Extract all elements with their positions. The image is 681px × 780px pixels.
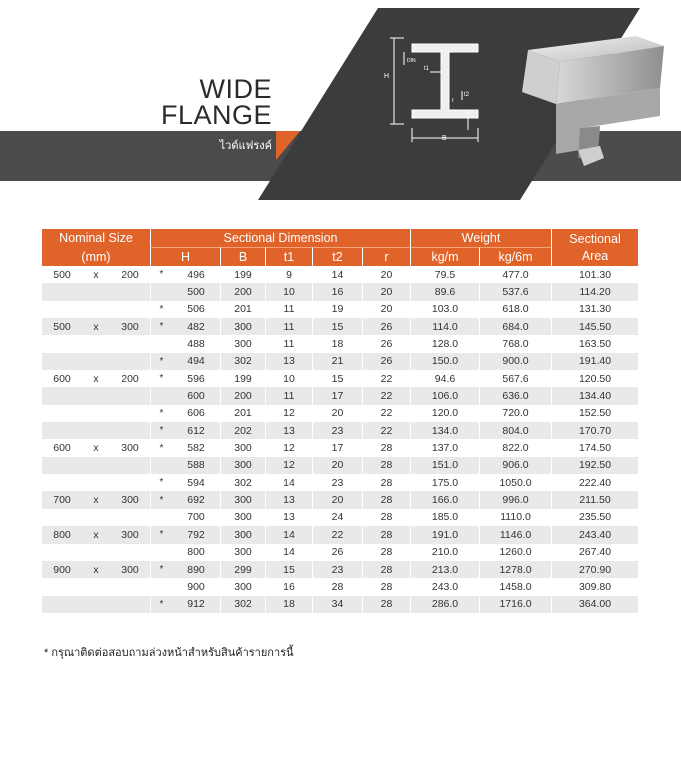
r-cell: 28 (362, 544, 410, 561)
nominal-x-cell: x (82, 491, 110, 508)
nominal-x-cell (82, 474, 110, 491)
asterisk-cell (150, 387, 172, 404)
asterisk-cell (150, 544, 172, 561)
t1-cell: 13 (265, 491, 312, 508)
product-title (140, 76, 272, 128)
kg-per-m-cell: 243.0 (410, 578, 479, 595)
t1-cell: 11 (265, 335, 312, 352)
nominal-second-cell: 300 (110, 491, 150, 508)
t2-cell: 18 (312, 335, 362, 352)
header-b: B (220, 247, 265, 266)
nominal-x-cell (82, 335, 110, 352)
r-cell: 28 (362, 509, 410, 526)
header-kg-per-m: kg/m (410, 247, 479, 266)
t1-cell: 11 (265, 318, 312, 335)
table-row (42, 318, 638, 335)
sectional-area-cell: 191.40 (551, 353, 638, 370)
kg-per-6m-cell: 618.0 (479, 301, 551, 318)
asterisk-cell: * (150, 353, 172, 370)
kg-per-6m-cell: 768.0 (479, 335, 551, 352)
nominal-second-cell (110, 283, 150, 300)
asterisk-cell: * (150, 405, 172, 422)
asterisk-cell (150, 335, 172, 352)
dim-label-r: r (452, 98, 454, 104)
nominal-second-cell: 300 (110, 526, 150, 543)
nominal-first-cell: 800 (42, 526, 82, 543)
nominal-second-cell (110, 422, 150, 439)
sectional-area-cell: 170.70 (551, 422, 638, 439)
nominal-first-cell (42, 283, 82, 300)
t2-cell: 22 (312, 526, 362, 543)
b-cell: 202 (220, 422, 265, 439)
t2-cell: 16 (312, 283, 362, 300)
spec-table-body (42, 266, 638, 613)
nominal-second-cell (110, 335, 150, 352)
nominal-first-cell (42, 578, 82, 595)
kg-per-6m-cell: 1110.0 (479, 509, 551, 526)
kg-per-6m-cell: 636.0 (479, 387, 551, 404)
kg-per-m-cell: 185.0 (410, 509, 479, 526)
nominal-second-cell (110, 544, 150, 561)
t1-cell: 9 (265, 266, 312, 283)
nominal-first-cell (42, 405, 82, 422)
r-cell: 20 (362, 283, 410, 300)
header-sectional-area-line1: Sectional (569, 231, 621, 246)
sectional-area-cell: 270.90 (551, 561, 638, 578)
kg-per-m-cell: 286.0 (410, 596, 479, 613)
t2-cell: 15 (312, 318, 362, 335)
kg-per-m-cell: 120.0 (410, 405, 479, 422)
h-cell: 482 (172, 318, 220, 335)
h-cell: 890 (172, 561, 220, 578)
asterisk-cell: * (150, 301, 172, 318)
b-cell: 200 (220, 283, 265, 300)
asterisk-cell: * (150, 474, 172, 491)
header-row-top (42, 229, 638, 247)
spec-table-container (42, 229, 638, 613)
sectional-area-cell: 174.50 (551, 439, 638, 456)
t2-cell: 21 (312, 353, 362, 370)
sectional-area-cell: 235.50 (551, 509, 638, 526)
kg-per-m-cell: 151.0 (410, 457, 479, 474)
asterisk-cell (150, 509, 172, 526)
t2-cell: 26 (312, 544, 362, 561)
nominal-second-cell (110, 301, 150, 318)
kg-per-6m-cell: 1146.0 (479, 526, 551, 543)
table-row (42, 370, 638, 387)
t1-cell: 13 (265, 509, 312, 526)
header-h: H (150, 247, 220, 266)
asterisk-cell: * (150, 266, 172, 283)
t1-cell: 12 (265, 439, 312, 456)
dim-label-b: B (442, 135, 447, 142)
nominal-x-cell: x (93, 442, 99, 455)
t1-cell: 14 (265, 544, 312, 561)
kg-per-m-cell: 94.6 (410, 370, 479, 387)
b-cell: 200 (220, 387, 265, 404)
t2-cell: 20 (312, 457, 362, 474)
nominal-first-cell: 500 (53, 268, 71, 281)
nominal-first-cell: 500 (42, 318, 82, 335)
h-cell: 500 (172, 283, 220, 300)
h-cell: 588 (172, 457, 220, 474)
sectional-area-cell: 101.30 (551, 266, 638, 283)
sectional-area-cell: 152.50 (551, 405, 638, 422)
asterisk-cell: * (150, 422, 172, 439)
table-row (42, 301, 638, 318)
t1-cell: 14 (265, 474, 312, 491)
b-cell: 300 (220, 544, 265, 561)
kg-per-m-cell: 114.0 (410, 318, 479, 335)
header-t1: t1 (265, 247, 312, 266)
nominal-first-cell (42, 353, 82, 370)
nominal-second-cell (110, 596, 150, 613)
header-row-sub (42, 247, 638, 266)
nominal-first-cell (42, 457, 82, 474)
product-subtitle: ไวด์แฟรงค์ (219, 140, 272, 152)
t2-cell: 17 (312, 439, 362, 456)
b-cell: 300 (220, 457, 265, 474)
t2-cell: 14 (312, 266, 362, 283)
table-row (42, 353, 638, 370)
header-sectional-area-line2: Area (581, 248, 609, 263)
h-cell: 612 (172, 422, 220, 439)
b-cell: 300 (220, 509, 265, 526)
table-row (42, 387, 638, 404)
nominal-first-cell: 600 (53, 372, 71, 385)
t2-cell: 23 (312, 422, 362, 439)
nominal-x-cell (82, 509, 110, 526)
asterisk-cell (150, 578, 172, 595)
header-sectional-dimension: Sectional Dimension (150, 229, 410, 247)
sectional-area-cell: 145.50 (551, 318, 638, 335)
sectional-area-cell: 120.50 (551, 370, 638, 387)
asterisk-cell: * (150, 318, 172, 335)
t1-cell: 16 (265, 578, 312, 595)
t1-cell: 13 (265, 353, 312, 370)
asterisk-cell: * (150, 561, 172, 578)
b-cell: 302 (220, 474, 265, 491)
kg-per-6m-cell: 906.0 (479, 457, 551, 474)
nominal-first-cell (42, 544, 82, 561)
kg-per-m-cell: 213.0 (410, 561, 479, 578)
kg-per-6m-cell: 900.0 (479, 353, 551, 370)
t2-cell: 19 (312, 301, 362, 318)
nominal-first-cell (42, 596, 82, 613)
nominal-x-cell: x (93, 268, 99, 281)
sectional-area-cell: 243.40 (551, 526, 638, 543)
asterisk-cell (150, 283, 172, 300)
nominal-second-cell (110, 509, 150, 526)
kg-per-m-cell: 79.5 (410, 266, 479, 283)
h-cell: 488 (187, 338, 205, 351)
nominal-first-cell (42, 301, 82, 318)
t2-cell: 15 (312, 370, 362, 387)
table-row (42, 457, 638, 474)
t1-cell: 11 (265, 387, 312, 404)
spec-table (42, 229, 638, 613)
dim-label-t1: t1 (424, 66, 430, 72)
b-cell: 300 (220, 578, 265, 595)
r-cell: 28 (362, 439, 410, 456)
nominal-first-cell (42, 335, 82, 352)
t1-cell: 12 (265, 405, 312, 422)
nominal-first-cell: 700 (42, 491, 82, 508)
table-row (42, 405, 638, 422)
nominal-x-cell: x (82, 561, 110, 578)
b-cell: 201 (220, 301, 265, 318)
table-row (42, 526, 638, 543)
b-cell: 300 (220, 491, 265, 508)
kg-per-6m-cell: 1260.0 (479, 544, 551, 561)
kg-per-m-cell: 166.0 (410, 491, 479, 508)
r-cell: 28 (362, 561, 410, 578)
dim-label-h: H (384, 73, 390, 80)
h-cell: 506 (187, 303, 205, 316)
b-cell: 199 (220, 370, 265, 387)
header-r: r (362, 247, 410, 266)
table-row (42, 509, 638, 526)
h-cell: 600 (172, 387, 220, 404)
header-weight: Weight (410, 229, 551, 247)
header-nominal-size: Nominal Size (42, 229, 150, 247)
h-cell: 496 (187, 268, 205, 281)
t2-cell: 34 (312, 596, 362, 613)
nominal-first-cell: 600 (53, 442, 71, 455)
nominal-second-cell: 300 (121, 442, 139, 455)
table-row (42, 596, 638, 613)
b-cell: 302 (220, 353, 265, 370)
b-cell: 201 (220, 405, 265, 422)
table-row (42, 439, 638, 456)
t1-cell: 13 (265, 422, 312, 439)
r-cell: 26 (362, 318, 410, 335)
kg-per-m-cell: 103.0 (410, 301, 479, 318)
b-cell: 300 (220, 439, 265, 456)
t1-cell: 11 (265, 301, 312, 318)
t1-cell: 14 (265, 526, 312, 543)
r-cell: 26 (362, 335, 410, 352)
sectional-area-cell: 211.50 (551, 491, 638, 508)
r-cell: 28 (362, 491, 410, 508)
nominal-x-cell (82, 405, 110, 422)
banner-graphic (0, 0, 681, 200)
t1-cell: 10 (265, 370, 312, 387)
t2-cell: 24 (312, 509, 362, 526)
t1-cell: 15 (265, 561, 312, 578)
kg-per-m-cell: 210.0 (410, 544, 479, 561)
asterisk-cell: * (150, 526, 172, 543)
kg-per-m-cell: 128.0 (410, 335, 479, 352)
r-cell: 22 (362, 370, 410, 387)
h-cell: 594 (187, 476, 205, 489)
kg-per-m-cell: 150.0 (410, 353, 479, 370)
t2-cell: 23 (312, 561, 362, 578)
t2-cell: 28 (312, 578, 362, 595)
nominal-second-cell (110, 387, 150, 404)
footnote: * กรุณาติดต่อสอบถามล่วงหน้าสำหรับสินค้ารายการนี้ (44, 647, 294, 659)
nominal-x-cell (82, 422, 110, 439)
nominal-x-cell (82, 353, 110, 370)
kg-per-m-cell: 134.0 (410, 422, 479, 439)
h-cell: 792 (172, 526, 220, 543)
nominal-x-cell (82, 578, 110, 595)
sectional-area-cell: 364.00 (551, 596, 638, 613)
title-line-1: WIDE (199, 74, 272, 104)
kg-per-6m-cell: 477.0 (479, 266, 551, 283)
nominal-x-cell (82, 596, 110, 613)
h-cell: 582 (187, 442, 205, 455)
nominal-first-cell (42, 474, 82, 491)
asterisk-cell: * (150, 596, 172, 613)
nominal-second-cell: 200 (121, 268, 139, 281)
nominal-first-cell: 900 (42, 561, 82, 578)
r-cell: 28 (362, 596, 410, 613)
kg-per-6m-cell: 1458.0 (479, 578, 551, 595)
sectional-area-cell: 309.80 (551, 578, 638, 595)
t2-cell: 20 (312, 405, 362, 422)
nominal-x-cell: x (82, 526, 110, 543)
nominal-second-cell (110, 457, 150, 474)
r-cell: 26 (362, 353, 410, 370)
h-cell: 596 (187, 372, 205, 385)
kg-per-m-cell: 175.0 (410, 474, 479, 491)
header-t2: t2 (312, 247, 362, 266)
kg-per-m-cell: 89.6 (410, 283, 479, 300)
kg-per-m-cell: 191.0 (410, 526, 479, 543)
table-row (42, 283, 638, 300)
table-row (42, 474, 638, 491)
r-cell: 28 (362, 474, 410, 491)
nominal-x-cell (82, 301, 110, 318)
nominal-second-cell: 300 (110, 561, 150, 578)
nominal-second-cell: 200 (121, 372, 139, 385)
nominal-second-cell (110, 405, 150, 422)
nominal-second-cell (110, 474, 150, 491)
nominal-first-cell (42, 422, 82, 439)
t1-cell: 12 (265, 457, 312, 474)
title-line-2: FLANGE (160, 100, 272, 130)
sectional-area-cell: 163.50 (551, 335, 638, 352)
kg-per-6m-cell: 537.6 (479, 283, 551, 300)
b-cell: 300 (220, 526, 265, 543)
nominal-x-cell (82, 544, 110, 561)
t1-cell: 10 (265, 283, 312, 300)
table-row (42, 544, 638, 561)
r-cell: 20 (362, 266, 410, 283)
asterisk-cell: * (150, 439, 172, 456)
kg-per-m-cell: 137.0 (410, 439, 479, 456)
kg-per-6m-cell: 1716.0 (479, 596, 551, 613)
sectional-area-cell: 267.40 (551, 544, 638, 561)
nominal-first-cell (42, 387, 82, 404)
r-cell: 28 (362, 578, 410, 595)
asterisk-cell: * (150, 491, 172, 508)
r-cell: 22 (362, 405, 410, 422)
sectional-area-cell: 192.50 (551, 457, 638, 474)
r-cell: 22 (362, 387, 410, 404)
kg-per-6m-cell: 720.0 (479, 405, 551, 422)
table-row (42, 422, 638, 439)
t2-cell: 17 (312, 387, 362, 404)
nominal-x-cell (82, 387, 110, 404)
sectional-area-cell: 222.40 (551, 474, 638, 491)
nominal-x-cell: x (93, 372, 99, 385)
r-cell: 28 (362, 526, 410, 543)
asterisk-cell (150, 457, 172, 474)
kg-per-6m-cell: 567.6 (479, 370, 551, 387)
h-cell: 912 (172, 596, 220, 613)
nominal-x-cell (82, 457, 110, 474)
sectional-area-cell: 134.40 (551, 387, 638, 404)
table-row (42, 335, 638, 352)
r-cell: 22 (362, 422, 410, 439)
b-cell: 300 (220, 318, 265, 335)
b-cell: 299 (220, 561, 265, 578)
nominal-second-cell (110, 353, 150, 370)
header-banner (0, 0, 681, 200)
r-cell: 20 (362, 301, 410, 318)
table-row (42, 561, 638, 578)
dim-label-t2: t2 (464, 92, 470, 98)
b-cell: 300 (220, 335, 265, 352)
b-cell: 302 (220, 596, 265, 613)
header-kg-per-6m: kg/6m (479, 247, 551, 266)
nominal-x-cell (82, 283, 110, 300)
kg-per-6m-cell: 684.0 (479, 318, 551, 335)
h-cell: 692 (172, 491, 220, 508)
kg-per-m-cell: 106.0 (410, 387, 479, 404)
dim-label-din: DIN (407, 58, 416, 64)
sectional-area-cell: 114.20 (551, 283, 638, 300)
nominal-x-cell: x (82, 318, 110, 335)
t2-cell: 20 (312, 491, 362, 508)
kg-per-6m-cell: 804.0 (479, 422, 551, 439)
nominal-second-cell: 300 (110, 318, 150, 335)
kg-per-6m-cell: 1278.0 (479, 561, 551, 578)
h-cell: 494 (172, 353, 220, 370)
h-cell: 900 (187, 580, 205, 593)
t1-cell: 18 (265, 596, 312, 613)
nominal-first-cell (42, 509, 82, 526)
kg-per-6m-cell: 1050.0 (479, 474, 551, 491)
b-cell: 199 (220, 266, 265, 283)
table-row (42, 578, 638, 595)
header-sectional-area (551, 229, 638, 266)
header-nominal-unit: (mm) (42, 247, 150, 266)
t2-cell: 23 (312, 474, 362, 491)
nominal-second-cell (110, 578, 150, 595)
h-cell: 800 (187, 546, 205, 559)
h-cell: 700 (187, 511, 205, 524)
r-cell: 28 (362, 457, 410, 474)
table-row (42, 266, 638, 283)
asterisk-cell: * (150, 370, 172, 387)
kg-per-6m-cell: 996.0 (479, 491, 551, 508)
kg-per-6m-cell: 822.0 (479, 439, 551, 456)
sectional-area-cell: 131.30 (551, 301, 638, 318)
table-row (42, 491, 638, 508)
h-cell: 606 (187, 407, 205, 420)
